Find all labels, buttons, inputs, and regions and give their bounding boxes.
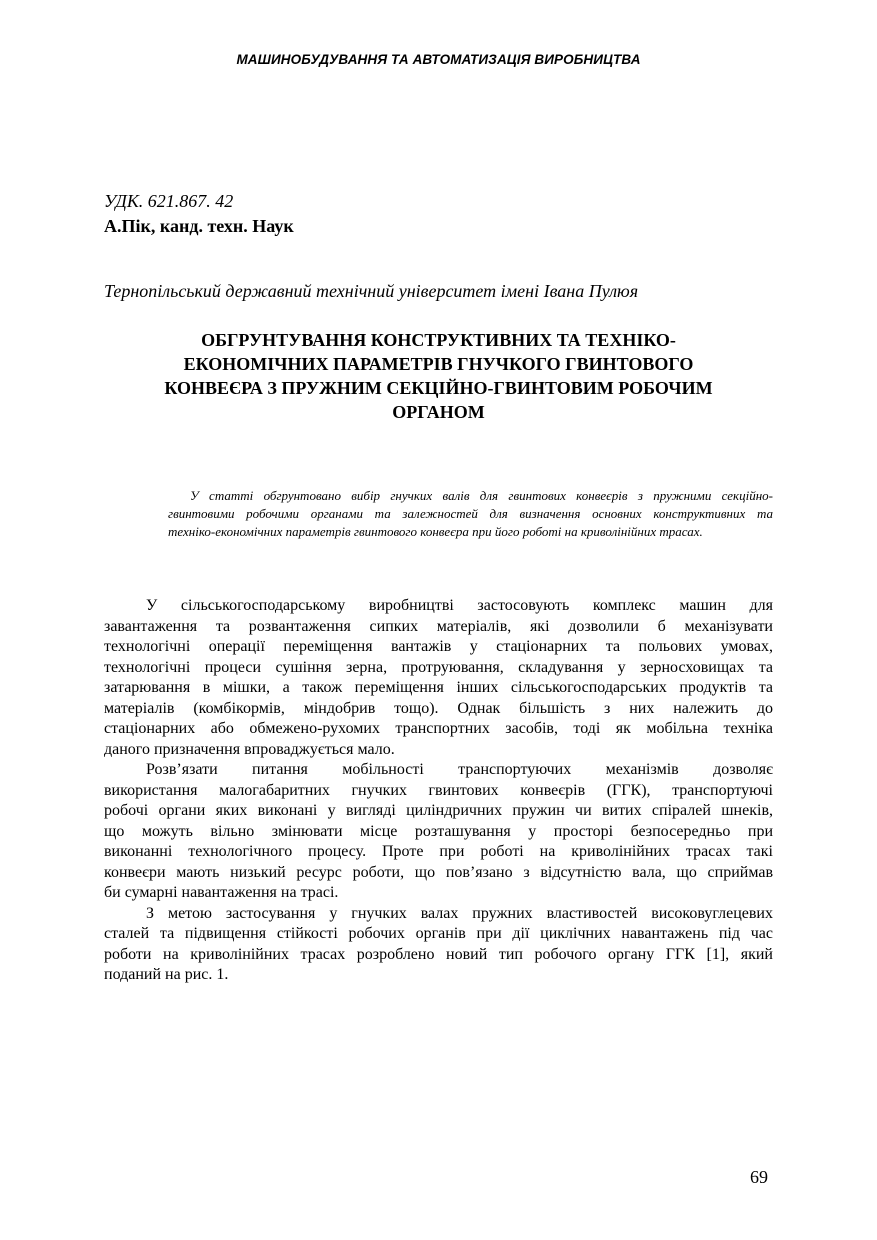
title-line: ОБГРУНТУВАННЯ КОНСТРУКТИВНИХ ТА ТЕХНІКО- — [201, 330, 676, 350]
paragraph — [104, 760, 773, 904]
text-line: що можуть вільно змінювати місце розташування у просторі безпосередньо при — [104, 822, 773, 840]
text-line: У сільськогосподарському виробництві застосовують комплекс машин для — [146, 597, 773, 614]
abstract-line: техніко-економічних параметрів гвинтового конвеєра при його роботі на криволінійних трасах. — [168, 524, 703, 539]
text-line: стаціонарних або обмежено-рухомих транспортних засобів, тоді як мобільна техніка — [104, 720, 773, 737]
page-number: 69 — [750, 1167, 768, 1187]
abstract — [168, 487, 773, 541]
title-line: ОРГАНОМ — [392, 402, 485, 422]
text-line: технологічні процеси сушіння зерна, протруювання, складування у зерносховищах та — [104, 658, 773, 676]
text-line: сталей та підвищення стійкості робочих органів при дії циклічних навантажень під час — [104, 925, 773, 942]
text-line: поданий на рис. 1. — [104, 966, 229, 983]
abstract-line: гвинтовими робочими органами та залежностей для визначення основних конструктивних та — [168, 506, 773, 521]
text-line: використання малогабаритних гнучких гвинтових конвеєрів (ГГК), транспортуючі — [104, 781, 773, 799]
text-line: конвеєри мають низький ресурс роботи, що пов’язано з відсутністю вала, що сприймав — [104, 863, 773, 881]
text-line: би сумарні навантаження на трасі. — [104, 884, 339, 901]
text-line: даного призначення впроваджується мало. — [104, 740, 395, 758]
article-title — [104, 328, 773, 424]
abstract-line: У статті обгрунтовано вибір гнучких валів для гвинтових конвеєрів з пружними секційно- — [190, 488, 773, 503]
text-line: матеріалів (комбікормів, міндобрив тощо). Однак більшість з них належить до — [104, 699, 773, 717]
text-line: завантаження та розвантаження сипких матеріалів, які дозволили б механізувати — [104, 617, 773, 635]
text-line: виконанні технологічного процесу. Проте при роботі на криволінійних трасах такі — [104, 843, 773, 860]
affiliation: Тернопільський державний технічний університет імені Івана Пулюя — [104, 281, 639, 301]
paragraph — [104, 904, 773, 986]
text-line: З метою застосування у гнучких валах пружних властивостей високовуглецевих — [146, 904, 773, 922]
text-line: Розв’язати питання мобільності транспортуючих механізмів дозволяє — [146, 761, 773, 778]
body-text — [104, 596, 773, 986]
text-line: роботи на криволінійних трасах розроблено новий тип робочого органу ГГК [1], який — [104, 945, 773, 963]
paragraph — [104, 596, 773, 760]
text-line: затарювання в мішки, а також переміщення інших сільськогосподарських продуктів та — [104, 679, 773, 696]
text-line: робочі органи яких виконані у вигляді циліндричних пружин чи витих спіралей шнеків, — [104, 802, 773, 819]
udc-code: УДК. 621.867. 42 — [104, 191, 234, 211]
running-header: МАШИНОБУДУВАННЯ ТА АВТОМАТИЗАЦІЯ ВИРОБНИЦТВА — [236, 52, 641, 67]
title-line: ЕКОНОМІЧНИХ ПАРАМЕТРІВ ГНУЧКОГО ГВИНТОВОГО — [183, 354, 694, 374]
author-line: А.Пік, канд. техн. Наук — [104, 216, 294, 236]
text-line: технологічні операції переміщення вантажів у стаціонарних та польових умовах, — [104, 638, 773, 655]
title-line: КОНВЕЄРА З ПРУЖНИМ СЕКЦІЙНО-ГВИНТОВИМ РОБОЧИМ — [164, 378, 713, 398]
